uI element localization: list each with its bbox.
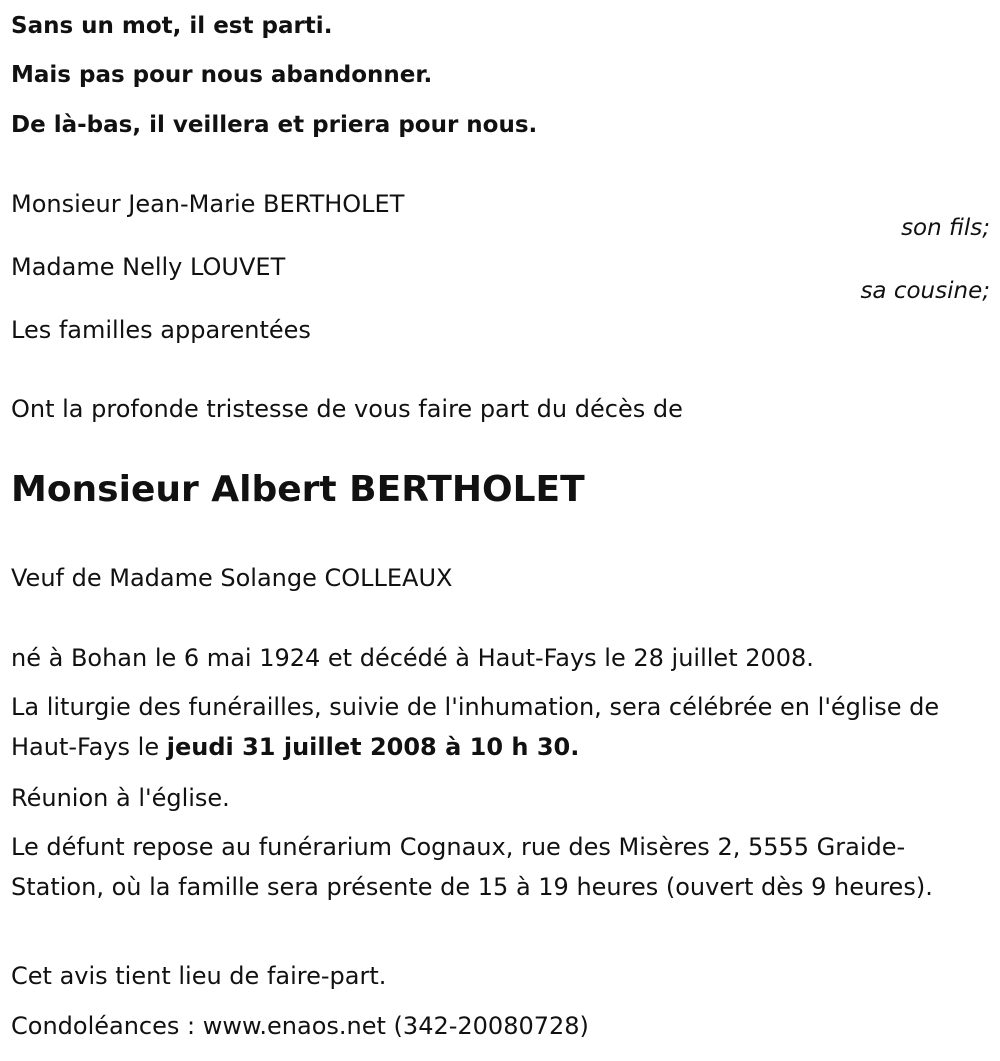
family-member-relation: sa cousine; [860, 278, 990, 304]
meeting-line: Réunion à l'église. [11, 784, 230, 812]
announcement-text: Ont la profonde tristesse de vous faire part du décès de [11, 395, 683, 423]
liturgy-paragraph [11, 687, 989, 767]
liturgy-date: jeudi 31 juillet 2008 à 10 h 30. [166, 733, 580, 761]
verse-line-1: Sans un mot, il est parti. [11, 13, 333, 39]
condolences-line: Condoléances : www.enaos.net (342-20080728) [11, 1012, 589, 1040]
family-member-name: Madame Nelly LOUVET [11, 253, 286, 281]
family-member-name: Monsieur Jean-Marie BERTHOLET [11, 190, 405, 218]
spouse-line: Veuf de Madame Solange COLLEAUX [11, 564, 453, 592]
liturgy-text: La liturgie des funérailles, suivie de l'inhumation, sera célébrée en l'église de Haut-Fays le [11, 693, 940, 761]
verse-line-3: De là-bas, il veillera et priera pour nous. [11, 112, 538, 138]
family-member-name: Les familles apparentées [11, 316, 311, 344]
deceased-name: Monsieur Albert BERTHOLET [11, 469, 585, 510]
family-member-relation: son fils; [901, 215, 990, 241]
notice-line: Cet avis tient lieu de faire-part. [11, 962, 387, 990]
funerarium-paragraph: Le défunt repose au funérarium Cognaux, rue des Misères 2, 5555 Graide-Station, où la famille sera présente de 15 à 19 heures (ouvert dès 9 heures). [11, 833, 933, 901]
verse-line-2: Mais pas pour nous abandonner. [11, 62, 433, 88]
birth-death-line: né à Bohan le 6 mai 1924 et décédé à Haut-Fays le 28 juillet 2008. [11, 644, 814, 672]
